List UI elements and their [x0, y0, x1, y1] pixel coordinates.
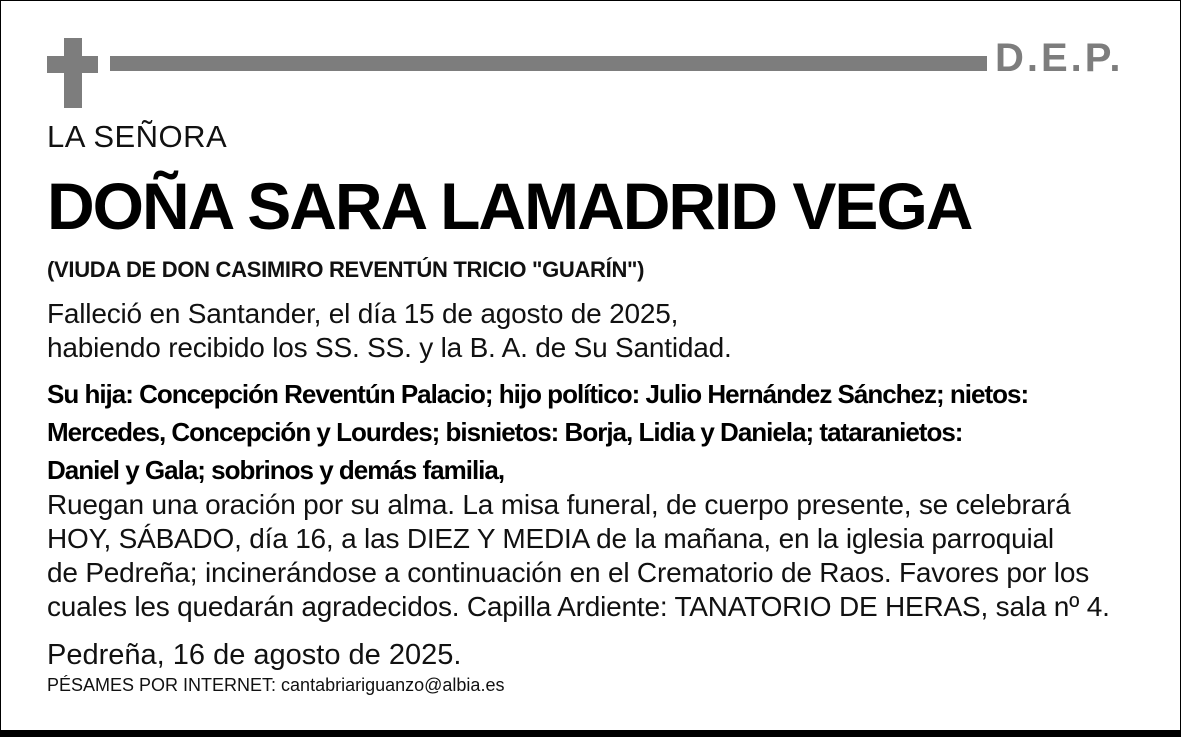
- dep-label: D.E.P.: [995, 36, 1124, 80]
- family-line: Su hija: Concepción Reventún Palacio; hijo político: Julio Hernández Sánchez; nietos:: [47, 379, 1029, 409]
- death-paragraph: [47, 297, 732, 365]
- family-line: Daniel y Gala; sobrinos y demás familia,: [47, 455, 505, 485]
- deceased-name: DOÑA SARA LAMADRID VEGA: [47, 169, 972, 243]
- condolences-contact: PÉSAMES POR INTERNET: cantabriariguanzo@albia.es: [47, 675, 505, 695]
- honorific: LA SEÑORA: [47, 119, 228, 154]
- family-line: Mercedes, Concepción y Lourdes; bisnietos: Borja, Lidia y Daniela; tataranietos:: [47, 417, 963, 447]
- funeral-line: HOY, SÁBADO, día 16, a las DIEZ Y MEDIA de la mañana, en la iglesia parroquial: [47, 523, 1054, 554]
- family-paragraph: [47, 375, 1028, 489]
- funeral-line: de Pedreña; incinerándose a continuación en el Crematorio de Raos. Favores por los: [47, 557, 1089, 588]
- death-line: habiendo recibido los SS. SS. y la B. A. de Su Santidad.: [47, 332, 732, 363]
- funeral-line: Ruegan una oración por su alma. La misa funeral, de cuerpo presente, se celebrará: [47, 489, 1071, 520]
- funeral-line: cuales les quedarán agradecidos. Capilla Ardiente: TANATORIO DE HERAS, sala nº 4.: [47, 591, 1110, 622]
- death-line: Falleció en Santander, el día 15 de agosto de 2025,: [47, 298, 679, 329]
- cross-icon: [64, 38, 82, 108]
- place-date: Pedreña, 16 de agosto de 2025.: [47, 639, 462, 671]
- funeral-paragraph: [47, 488, 1110, 624]
- cross-icon-bar: [47, 56, 98, 73]
- widow-of: (VIUDA DE DON CASIMIRO REVENTÚN TRICIO "GUARÍN"): [47, 257, 645, 282]
- header-rule: [110, 56, 987, 71]
